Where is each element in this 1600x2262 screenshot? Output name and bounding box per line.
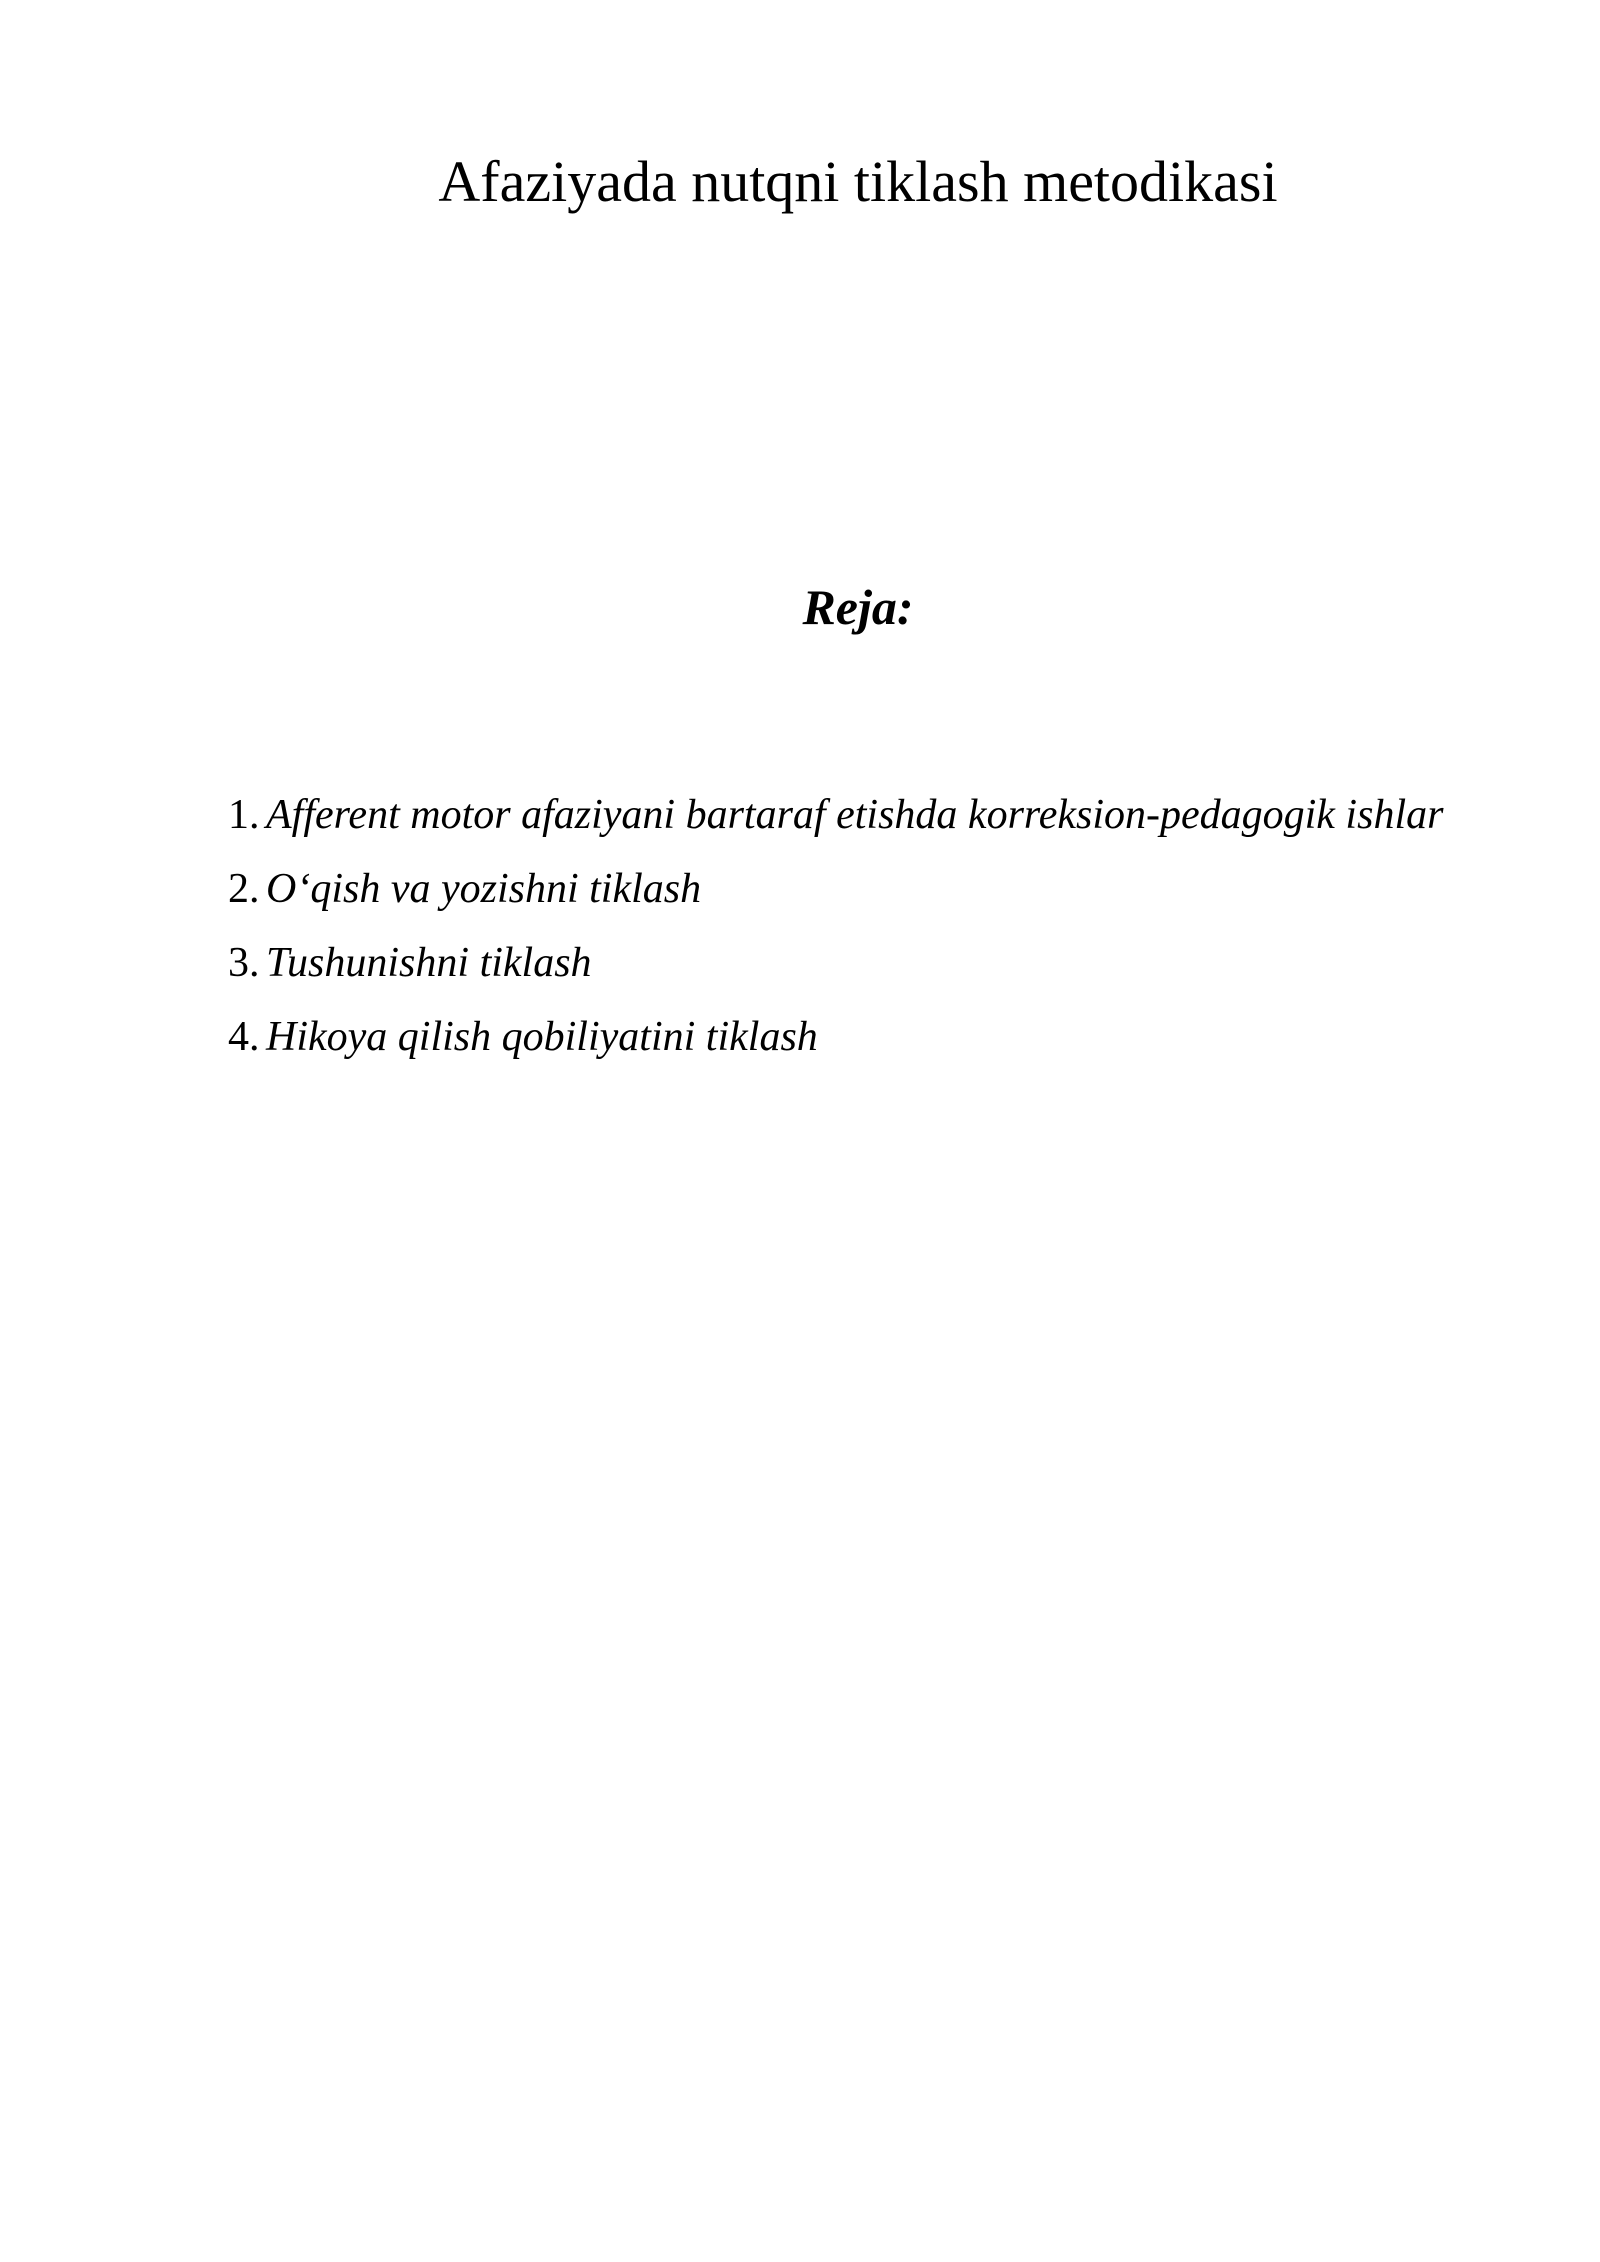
plan-item-2 <box>228 865 1443 939</box>
document-title: Afaziyada nutqni tiklash metodikasi <box>438 149 1278 214</box>
plan-item-4 <box>228 1013 1443 1087</box>
plan-item-number: 3. <box>228 940 260 986</box>
plan-item-text: Afferent motor afaziyani bartaraf etishda korreksion-pedagogik ishlar <box>266 792 1444 838</box>
plan-item-number: 1. <box>228 792 260 838</box>
plan-heading: Reja: <box>802 579 914 635</box>
plan-item-1 <box>228 791 1443 865</box>
plan-item-text: Tushunishni tiklash <box>266 940 592 986</box>
plan-item-number: 2. <box>228 866 260 912</box>
plan-item-text: O‘qish va yozishni tiklash <box>266 866 702 912</box>
plan-item-number: 4. <box>228 1014 260 1060</box>
plan-list <box>228 791 1443 1087</box>
plan-item-3 <box>228 939 1443 1013</box>
plan-item-text: Hikoya qilish qobiliyatini tiklash <box>266 1014 818 1060</box>
